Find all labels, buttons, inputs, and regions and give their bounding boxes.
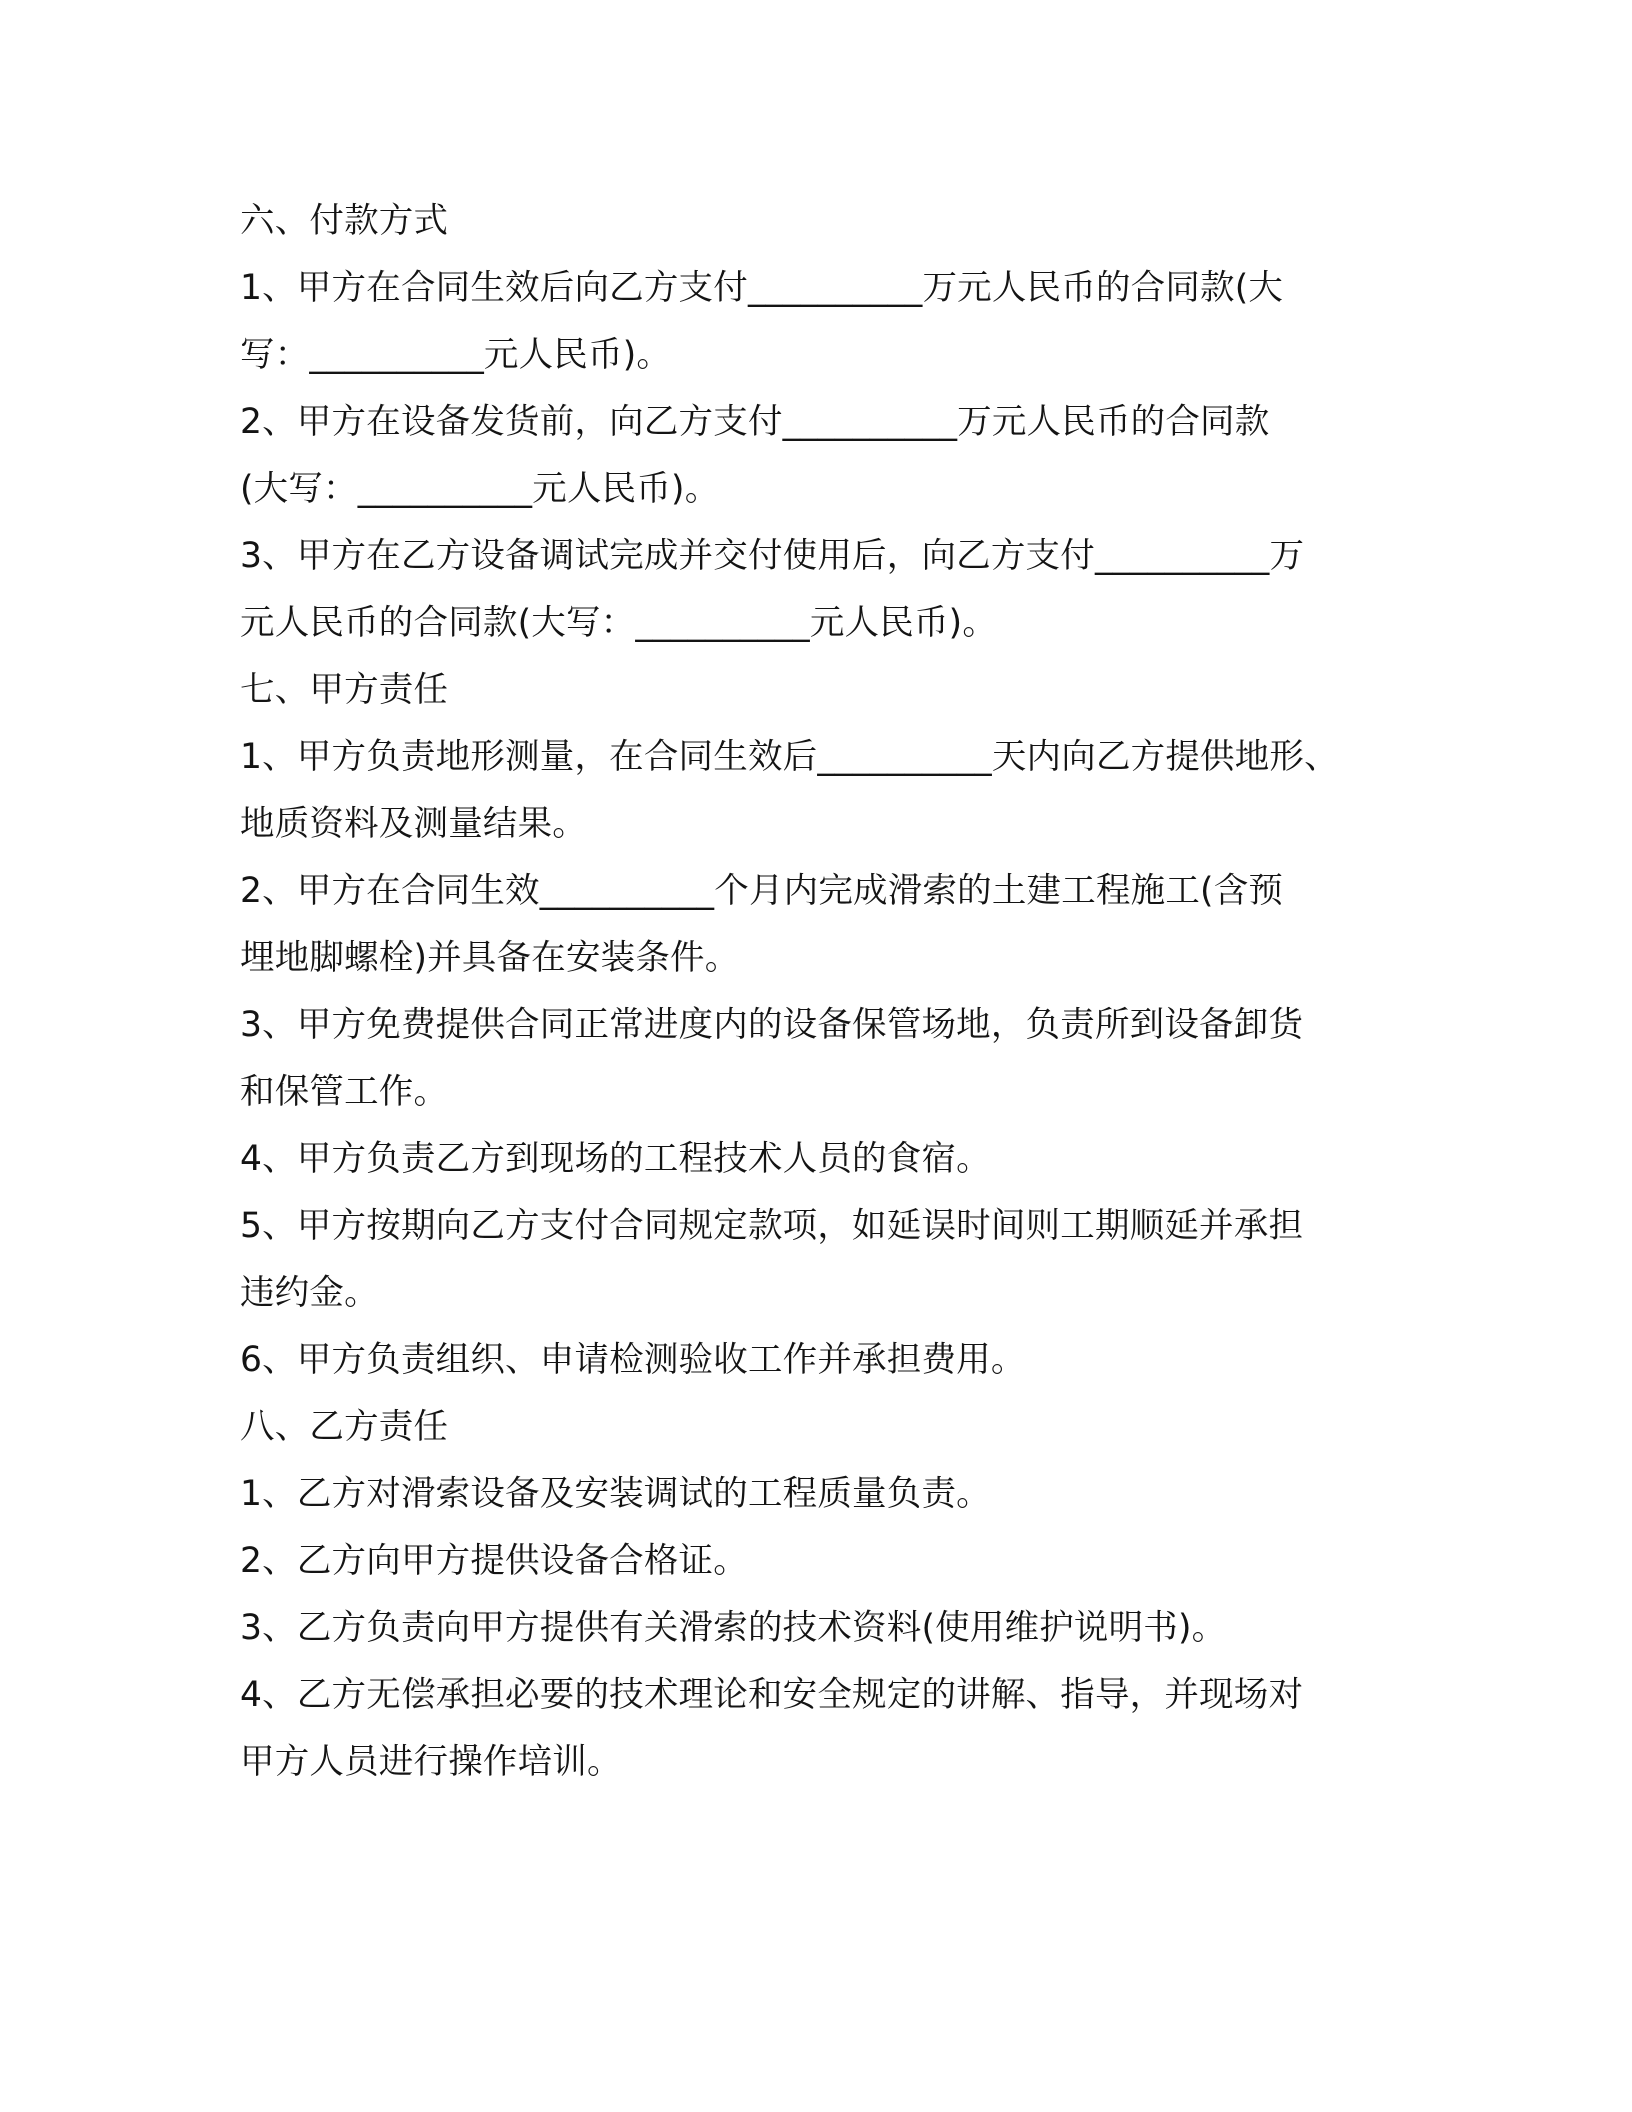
section-heading-party-b: 八、乙方责任 bbox=[240, 1407, 449, 1447]
text-line: 2、甲方在合同生效__________个月内完成滑索的土建工程施工(含预 bbox=[240, 871, 1284, 911]
text-line: 违约金。 bbox=[240, 1273, 379, 1313]
document-body bbox=[240, 188, 1400, 1796]
text-line: 地质资料及测量结果。 bbox=[240, 804, 587, 844]
text-line: 2、甲方在设备发货前，向乙方支付__________万元人民币的合同款 bbox=[240, 402, 1270, 442]
text-line: 5、甲方按期向乙方支付合同规定款项，如延误时间则工期顺延并承担 bbox=[240, 1206, 1304, 1246]
text-line: 4、乙方无偿承担必要的技术理论和安全规定的讲解、指导，并现场对 bbox=[240, 1675, 1304, 1715]
text-line: 1、甲方在合同生效后向乙方支付__________万元人民币的合同款(大 bbox=[240, 268, 1284, 308]
text-line: 元人民币的合同款(大写：__________元人民币)。 bbox=[240, 603, 998, 643]
section-heading-party-a: 七、甲方责任 bbox=[240, 670, 449, 710]
text-line: 埋地脚螺栓)并具备在安装条件。 bbox=[240, 938, 740, 978]
text-line: 3、乙方负责向甲方提供有关滑索的技术资料(使用维护说明书)。 bbox=[240, 1608, 1227, 1648]
text-line: 2、乙方向甲方提供设备合格证。 bbox=[240, 1541, 748, 1581]
text-line: 甲方人员进行操作培训。 bbox=[240, 1742, 622, 1782]
text-line: 写：__________元人民币)。 bbox=[240, 335, 672, 375]
text-line: 6、甲方负责组织、申请检测验收工作并承担费用。 bbox=[240, 1340, 1026, 1380]
text-line: 1、乙方对滑索设备及安装调试的工程质量负责。 bbox=[240, 1474, 991, 1514]
text-line: 4、甲方负责乙方到现场的工程技术人员的食宿。 bbox=[240, 1139, 991, 1179]
text-line: (大写：__________元人民币)。 bbox=[240, 469, 720, 509]
text-line: 3、甲方免费提供合同正常进度内的设备保管场地，负责所到设备卸货 bbox=[240, 1005, 1304, 1045]
section-heading-payment: 六、付款方式 bbox=[240, 201, 449, 241]
text-line: 和保管工作。 bbox=[240, 1072, 449, 1112]
text-line: 1、甲方负责地形测量，在合同生效后__________天内向乙方提供地形、 bbox=[240, 737, 1339, 777]
text-line: 3、甲方在乙方设备调试完成并交付使用后，向乙方支付__________万 bbox=[240, 536, 1305, 576]
